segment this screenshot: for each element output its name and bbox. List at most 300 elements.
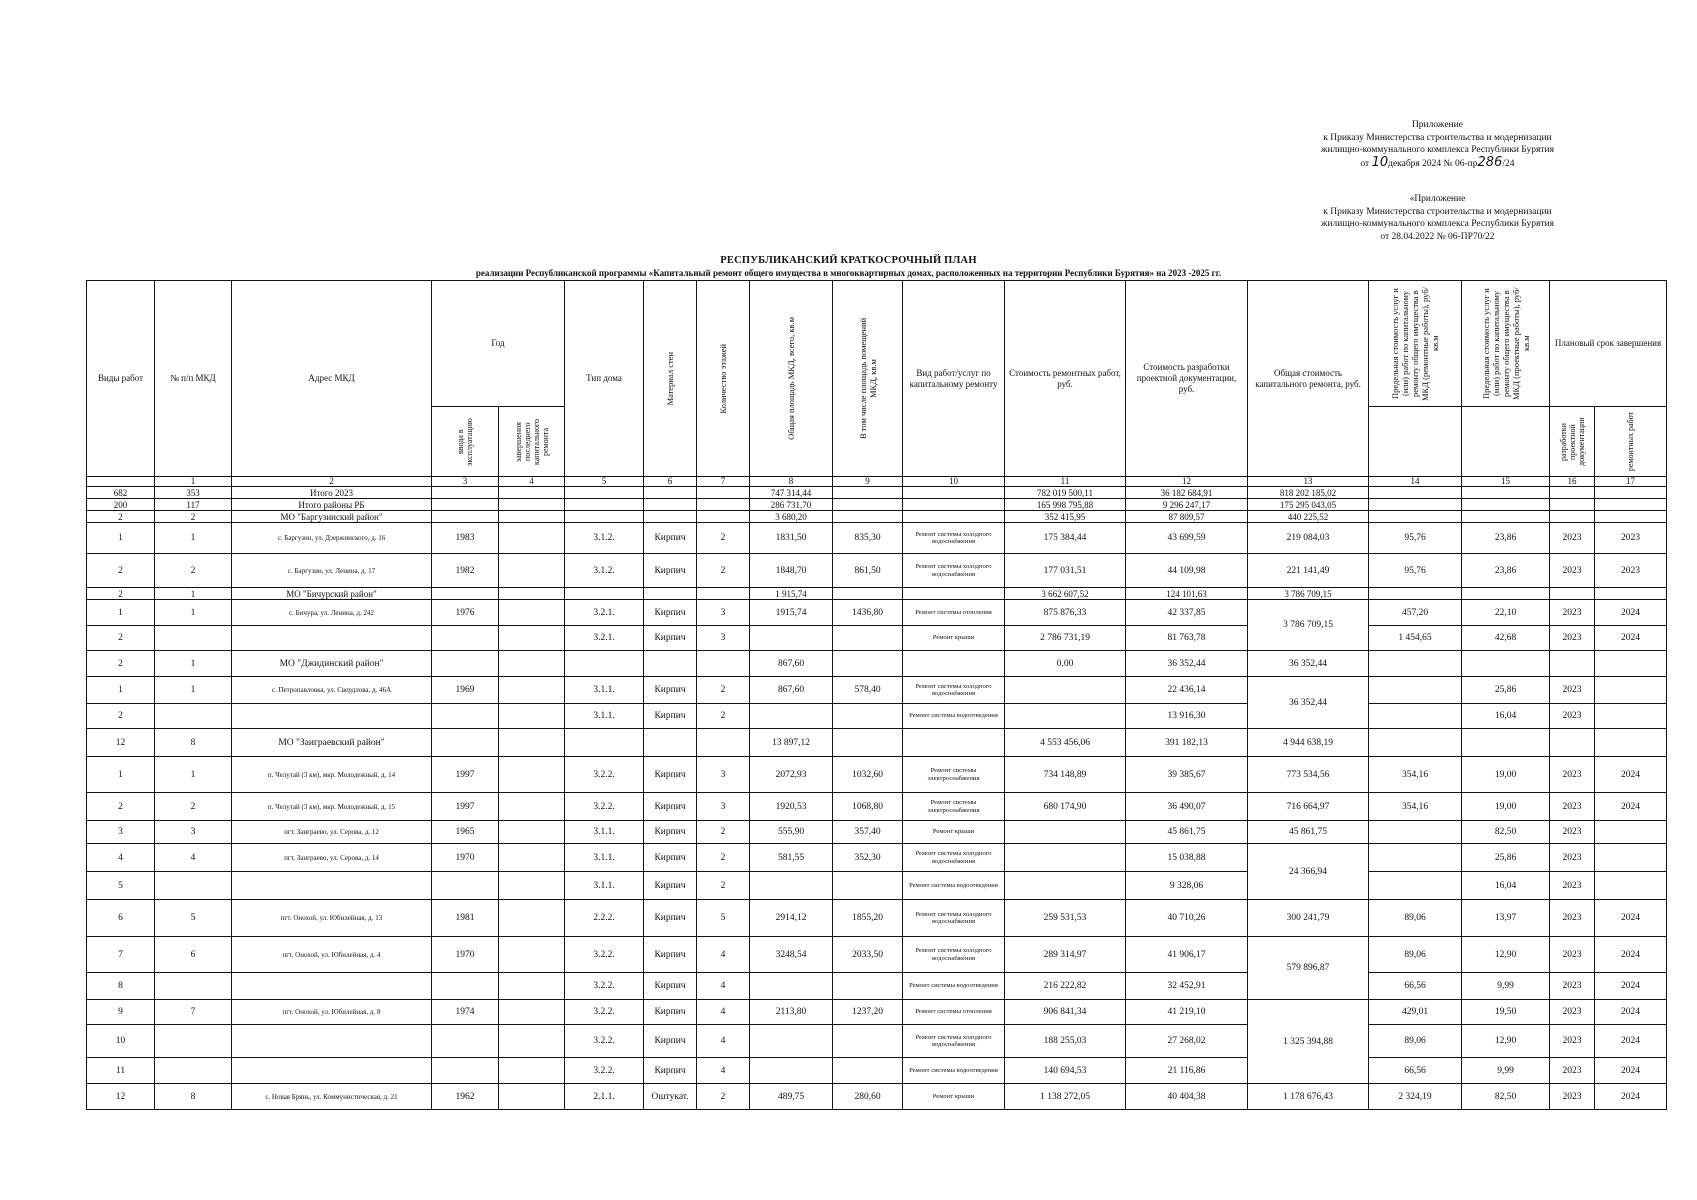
cell-wall-material: Кирпич [644, 1025, 697, 1058]
cell-design-cost: 81 763,78 [1126, 626, 1248, 651]
cell-mkd-no: 117 [155, 499, 232, 511]
cell-address: МО "Джидинский район" [232, 651, 432, 677]
cell-work-kind: Ремонт системы электроснабжения [903, 757, 1005, 793]
column-number: 8 [750, 477, 833, 487]
cell-work-kind: Ремонт крыши [903, 626, 1005, 651]
cell-total-area: 286 731,70 [750, 499, 833, 511]
cell-total-area [750, 973, 833, 1000]
cell-year-commissioning [432, 487, 499, 499]
table-row [87, 1025, 1667, 1058]
cell-total-cost: 219 084,03 [1248, 523, 1369, 554]
cell-wall-material: Кирпич [644, 600, 697, 626]
cell-deadline-repair [1595, 511, 1667, 523]
cell-year-last-repair [499, 677, 565, 704]
cell-design-cost: 22 436,14 [1126, 677, 1248, 704]
cell-deadline-repair: 2023 [1595, 523, 1667, 554]
cell-house-type [565, 487, 644, 499]
document-title: РЕСПУБЛИКАНСКИЙ КРАТКОСРОЧНЫЙ ПЛАН [720, 255, 977, 266]
cell-total-area: 555,90 [750, 821, 833, 844]
table-row [87, 677, 1667, 704]
cell-limit-repair [1369, 677, 1462, 704]
cell-premises-area [833, 1058, 903, 1084]
header-repair-cost: Стоимость ремонтных работ, руб. [1005, 281, 1126, 477]
cell-total-area: 867,60 [750, 677, 833, 704]
cell-mkd-no: 1 [155, 588, 232, 600]
cell-floors: 2 [697, 554, 750, 588]
cell-total-area [750, 1025, 833, 1058]
cell-deadline-repair [1595, 872, 1667, 900]
cell-total-area: 13 897,12 [750, 729, 833, 757]
cell-mkd-no: 8 [155, 1084, 232, 1110]
cell-repair-cost: 175 384,44 [1005, 523, 1126, 554]
cell-floors: 2 [697, 844, 750, 872]
cell-total-cost: 3 786 709,15 [1248, 588, 1369, 600]
cell-design-cost: 32 452,91 [1126, 973, 1248, 1000]
cell-floors [697, 729, 750, 757]
cell-premises-area: 1436,80 [833, 600, 903, 626]
cell-premises-area: 578,40 [833, 677, 903, 704]
cell-work-kind [903, 487, 1005, 499]
cell-total-cost: 36 352,44 [1248, 677, 1369, 729]
cell-total-cost: 440 225,52 [1248, 511, 1369, 523]
cell-mkd-no: 2 [155, 793, 232, 821]
cell-mkd-no [155, 973, 232, 1000]
cell-repair-cost [1005, 844, 1126, 872]
cell-house-type [565, 511, 644, 523]
cell-work-no: 12 [87, 729, 155, 757]
cell-mkd-no: 2 [155, 554, 232, 588]
cell-wall-material: Кирпич [644, 523, 697, 554]
cell-year-last-repair [499, 487, 565, 499]
cell-floors [697, 588, 750, 600]
appendix-header-current [1321, 119, 1554, 170]
cell-deadline-design: 2023 [1550, 554, 1595, 588]
cell-limit-repair: 1 454,65 [1369, 626, 1462, 651]
cell-wall-material [644, 511, 697, 523]
cell-repair-cost: 1 138 272,05 [1005, 1084, 1126, 1110]
table-row [87, 704, 1667, 729]
table-row [87, 600, 1667, 626]
cell-limit-design: 12,90 [1462, 1025, 1550, 1058]
cell-house-type [565, 729, 644, 757]
cell-year-last-repair [499, 937, 565, 973]
cell-work-kind: Ремонт системы водоотведения [903, 872, 1005, 900]
cell-mkd-no: 5 [155, 900, 232, 937]
table-row [87, 973, 1667, 1000]
cell-work-no: 12 [87, 1084, 155, 1110]
table-row [87, 523, 1667, 554]
cell-work-no: 1 [87, 757, 155, 793]
cell-total-area: 3248,54 [750, 937, 833, 973]
cell-limit-design [1462, 729, 1550, 757]
cell-limit-repair [1369, 704, 1462, 729]
cell-address [232, 872, 432, 900]
cell-wall-material: Кирпич [644, 1058, 697, 1084]
cell-deadline-repair: 2024 [1595, 626, 1667, 651]
cell-limit-design: 82,50 [1462, 821, 1550, 844]
cell-mkd-no: 4 [155, 844, 232, 872]
cell-limit-repair [1369, 651, 1462, 677]
cell-mkd-no [155, 704, 232, 729]
cell-design-cost: 9 328,06 [1126, 872, 1248, 900]
cell-wall-material [644, 729, 697, 757]
cell-wall-material: Кирпич [644, 937, 697, 973]
cell-work-kind [903, 511, 1005, 523]
cell-address: с. Баргузин, ул. Дзержинского, д. 16 [232, 523, 432, 554]
cell-design-cost: 40 710,26 [1126, 900, 1248, 937]
cell-work-no: 2 [87, 704, 155, 729]
cell-address: Итого 2023 [232, 487, 432, 499]
cell-total-cost: 221 141,49 [1248, 554, 1369, 588]
table-row [87, 554, 1667, 588]
cell-deadline-repair: 2024 [1595, 793, 1667, 821]
cell-deadline-design: 2023 [1550, 872, 1595, 900]
column-number: 3 [432, 477, 499, 487]
cell-floors: 3 [697, 793, 750, 821]
cell-year-commissioning: 1970 [432, 844, 499, 872]
cell-floors [697, 511, 750, 523]
cell-year-last-repair [499, 704, 565, 729]
cell-floors: 4 [697, 973, 750, 1000]
table-row [87, 900, 1667, 937]
cell-repair-cost: 352 415,95 [1005, 511, 1126, 523]
cell-work-kind [903, 588, 1005, 600]
cell-work-kind: Ремонт системы отопления [903, 1000, 1005, 1025]
cell-limit-design: 12,90 [1462, 937, 1550, 973]
handwritten-order-number: 286 [1477, 154, 1503, 170]
appendix-line: жилищно-коммунального комплекса Республики Бурятия [1320, 219, 1554, 229]
column-number [87, 477, 155, 487]
cell-limit-repair: 95,76 [1369, 523, 1462, 554]
cell-premises-area: 835,30 [833, 523, 903, 554]
cell-floors: 4 [697, 937, 750, 973]
cell-deadline-design [1550, 511, 1595, 523]
cell-house-type [565, 499, 644, 511]
cell-address [232, 1025, 432, 1058]
cell-deadline-design: 2023 [1550, 1025, 1595, 1058]
cell-total-area: 3 680,20 [750, 511, 833, 523]
cell-house-type: 3.1.1. [565, 872, 644, 900]
cell-deadline-design: 2023 [1550, 757, 1595, 793]
appendix-header-previous [1321, 193, 1554, 243]
header-year-last-repair: завершения последнего капитального ремонта [499, 407, 565, 477]
cell-premises-area: 2033,50 [833, 937, 903, 973]
cell-year-commissioning: 1974 [432, 1000, 499, 1025]
cell-house-type: 3.2.2. [565, 1025, 644, 1058]
cell-limit-design [1462, 651, 1550, 677]
cell-deadline-design: 2023 [1550, 937, 1595, 973]
cell-year-last-repair [499, 793, 565, 821]
cell-total-cost: 45 861,75 [1248, 821, 1369, 844]
table-row [87, 844, 1667, 872]
cell-limit-design: 19,00 [1462, 793, 1550, 821]
cell-limit-repair: 89,06 [1369, 1025, 1462, 1058]
header-floors: Количество этажей [697, 281, 750, 477]
cell-year-commissioning: 1997 [432, 757, 499, 793]
cell-deadline-repair [1595, 588, 1667, 600]
cell-repair-cost: 875 876,33 [1005, 600, 1126, 626]
cell-address [232, 973, 432, 1000]
cell-limit-design [1462, 499, 1550, 511]
cell-year-commissioning [432, 511, 499, 523]
cell-address: с. Петропавловка, ул. Свердлова, д. 46А [232, 677, 432, 704]
header-house-type: Тип дома [565, 281, 644, 477]
cell-repair-cost: 0,00 [1005, 651, 1126, 677]
cell-deadline-design [1550, 651, 1595, 677]
cell-year-commissioning: 1997 [432, 793, 499, 821]
document-subtitle: реализации Республиканской программы «Капитальный ремонт общего имущества в многоквартирных домах, расположенных на территории Республики Бурятия» на 2023 -2025 гг. [475, 268, 1222, 278]
cell-year-last-repair [499, 900, 565, 937]
cell-repair-cost [1005, 704, 1126, 729]
appendix-line: от 28.04.2022 № 06-ПР70/22 [1380, 231, 1495, 242]
table-row [87, 1000, 1667, 1025]
cell-wall-material: Кирпич [644, 872, 697, 900]
table-row [87, 1084, 1667, 1110]
cell-total-area: 1848,70 [750, 554, 833, 588]
cell-deadline-design: 2023 [1550, 973, 1595, 1000]
cell-work-kind: Ремонт системы водоотведения [903, 973, 1005, 1000]
cell-premises-area [833, 973, 903, 1000]
cell-premises-area [833, 729, 903, 757]
cell-limit-design: 42,68 [1462, 626, 1550, 651]
cell-floors [697, 499, 750, 511]
cell-work-kind: Ремонт системы водоотведения [903, 1058, 1005, 1084]
cell-year-last-repair [499, 588, 565, 600]
column-number: 1 [155, 477, 232, 487]
cell-total-cost: 579 896,87 [1248, 937, 1369, 1000]
cell-design-cost: 41 219,10 [1126, 1000, 1248, 1025]
cell-house-type: 3.2.1. [565, 626, 644, 651]
cell-address: пгт. Заиграево, ул. Серова, д. 14 [232, 844, 432, 872]
cell-limit-design: 16,04 [1462, 704, 1550, 729]
cell-repair-cost: 906 841,34 [1005, 1000, 1126, 1025]
cell-total-area: 2914,12 [750, 900, 833, 937]
cell-house-type: 3.2.2. [565, 1000, 644, 1025]
cell-house-type: 3.1.1. [565, 704, 644, 729]
cell-mkd-no: 1 [155, 600, 232, 626]
cell-limit-design: 23,86 [1462, 523, 1550, 554]
cell-premises-area: 1237,20 [833, 1000, 903, 1025]
cell-limit-design: 23,86 [1462, 554, 1550, 588]
cell-deadline-design [1550, 499, 1595, 511]
cell-work-no: 2 [87, 626, 155, 651]
cell-year-commissioning: 1982 [432, 554, 499, 588]
cell-mkd-no: 1 [155, 651, 232, 677]
cell-design-cost: 15 038,88 [1126, 844, 1248, 872]
cell-limit-design: 9,99 [1462, 1058, 1550, 1084]
cell-design-cost: 45 861,75 [1126, 821, 1248, 844]
cell-premises-area: 861,50 [833, 554, 903, 588]
total-row [87, 511, 1667, 523]
cell-deadline-design [1550, 588, 1595, 600]
cell-work-kind: Ремонт крыши [903, 821, 1005, 844]
cell-work-no: 7 [87, 937, 155, 973]
cell-premises-area [833, 487, 903, 499]
header-deadline: Плановый срок завершения [1550, 281, 1667, 407]
cell-floors: 3 [697, 600, 750, 626]
cell-work-kind: Ремонт системы холодного водоснабжения [903, 677, 1005, 704]
cell-total-cost: 300 241,79 [1248, 900, 1369, 937]
cell-year-commissioning: 1981 [432, 900, 499, 937]
appendix-line: жилищно-коммунального комплекса Республики Бурятия [1320, 145, 1554, 155]
table-row [87, 1058, 1667, 1084]
cell-year-last-repair [499, 554, 565, 588]
cell-work-kind: Ремонт системы отопления [903, 600, 1005, 626]
column-number: 4 [499, 477, 565, 487]
cell-work-kind: Ремонт системы холодного водоснабжения [903, 554, 1005, 588]
cell-wall-material: Кирпич [644, 844, 697, 872]
cell-address: п. Челутай (3 км), мкр. Молодежный, д. 14 [232, 757, 432, 793]
cell-work-no: 6 [87, 900, 155, 937]
cell-total-area [750, 872, 833, 900]
cell-address: с. Бичура, ул. Ленина, д. 242 [232, 600, 432, 626]
cell-limit-design: 19,00 [1462, 757, 1550, 793]
cell-repair-cost: 680 174,90 [1005, 793, 1126, 821]
cell-limit-repair [1369, 729, 1462, 757]
cell-design-cost: 124 101,63 [1126, 588, 1248, 600]
cell-limit-design: 9,99 [1462, 973, 1550, 1000]
cell-floors: 5 [697, 900, 750, 937]
cell-address: пгт. Заиграево, ул. Серова, д. 12 [232, 821, 432, 844]
cell-design-cost: 44 109,98 [1126, 554, 1248, 588]
cell-design-cost: 36 352,44 [1126, 651, 1248, 677]
column-number: 5 [565, 477, 644, 487]
cell-premises-area [833, 588, 903, 600]
header-total-area: Общая площадь МКД, всего, кв.м [750, 281, 833, 477]
cell-premises-area [833, 872, 903, 900]
cell-total-cost: 3 786 709,15 [1248, 600, 1369, 651]
cell-design-cost: 36 490,07 [1126, 793, 1248, 821]
plan-table [86, 280, 1667, 1110]
cell-total-area: 1 915,74 [750, 588, 833, 600]
cell-year-last-repair [499, 844, 565, 872]
cell-mkd-no: 353 [155, 487, 232, 499]
cell-year-commissioning: 1976 [432, 600, 499, 626]
cell-deadline-repair [1595, 844, 1667, 872]
cell-total-area [750, 704, 833, 729]
cell-address: с. Новая Брянь, ул. Коммунистическая, д. 21 [232, 1084, 432, 1110]
cell-limit-design: 82,50 [1462, 1084, 1550, 1110]
cell-deadline-repair [1595, 729, 1667, 757]
header-wall-material: Материал стен [644, 281, 697, 477]
cell-house-type [565, 588, 644, 600]
header-total-cost: Общая стоимость капитального ремонта, руб. [1248, 281, 1369, 477]
cell-deadline-design: 2023 [1550, 626, 1595, 651]
cell-floors: 2 [697, 872, 750, 900]
cell-design-cost: 391 182,13 [1126, 729, 1248, 757]
cell-deadline-design: 2023 [1550, 523, 1595, 554]
cell-house-type: 3.1.2. [565, 554, 644, 588]
cell-repair-cost [1005, 872, 1126, 900]
cell-design-cost: 42 337,85 [1126, 600, 1248, 626]
header-deadline-repair: ремонтных работ [1595, 407, 1667, 477]
cell-work-no: 5 [87, 872, 155, 900]
cell-limit-repair [1369, 872, 1462, 900]
cell-work-no: 2 [87, 651, 155, 677]
header-work-kind: Вид работ/услуг по капитальному ремонту [903, 281, 1005, 477]
cell-premises-area [833, 511, 903, 523]
cell-address: МО "Заиграевский район" [232, 729, 432, 757]
cell-total-cost: 36 352,44 [1248, 651, 1369, 677]
cell-deadline-repair: 2024 [1595, 973, 1667, 1000]
cell-mkd-no: 2 [155, 511, 232, 523]
cell-premises-area [833, 626, 903, 651]
cell-repair-cost: 4 553 456,06 [1005, 729, 1126, 757]
cell-deadline-design: 2023 [1550, 821, 1595, 844]
cell-repair-cost [1005, 677, 1126, 704]
cell-limit-design: 22,10 [1462, 600, 1550, 626]
cell-deadline-repair: 2024 [1595, 1000, 1667, 1025]
cell-total-area: 581,55 [750, 844, 833, 872]
cell-floors: 2 [697, 523, 750, 554]
handwritten-day: 10 [1371, 154, 1389, 170]
cell-deadline-design [1550, 729, 1595, 757]
cell-deadline-repair [1595, 651, 1667, 677]
cell-mkd-no: 7 [155, 1000, 232, 1025]
cell-deadline-repair [1595, 499, 1667, 511]
header-deadline-design: разработки проектной документации [1550, 407, 1595, 477]
cell-deadline-design: 2023 [1550, 1084, 1595, 1110]
cell-year-commissioning [432, 1025, 499, 1058]
cell-total-area: 867,60 [750, 651, 833, 677]
cell-deadline-repair [1595, 821, 1667, 844]
table-row [87, 757, 1667, 793]
cell-work-kind: Ремонт системы электроснабжения [903, 793, 1005, 821]
table-row [87, 821, 1667, 844]
cell-floors: 3 [697, 757, 750, 793]
cell-floors: 2 [697, 821, 750, 844]
total-row [87, 487, 1667, 499]
cell-design-cost: 39 385,67 [1126, 757, 1248, 793]
cell-deadline-design: 2023 [1550, 1058, 1595, 1084]
cell-year-last-repair [499, 511, 565, 523]
cell-limit-repair: 457,20 [1369, 600, 1462, 626]
cell-limit-design: 25,86 [1462, 677, 1550, 704]
cell-work-no: 4 [87, 844, 155, 872]
cell-work-no: 10 [87, 1025, 155, 1058]
cell-year-commissioning [432, 872, 499, 900]
cell-year-commissioning: 1970 [432, 937, 499, 973]
cell-total-area [750, 1058, 833, 1084]
column-number-row [87, 477, 1667, 487]
table-row [87, 872, 1667, 900]
cell-mkd-no: 1 [155, 523, 232, 554]
cell-premises-area [833, 651, 903, 677]
cell-floors: 2 [697, 1084, 750, 1110]
cell-house-type: 3.2.2. [565, 757, 644, 793]
cell-mkd-no: 6 [155, 937, 232, 973]
cell-year-last-repair [499, 973, 565, 1000]
cell-work-kind: Ремонт системы водоотведения [903, 704, 1005, 729]
cell-year-last-repair [499, 1000, 565, 1025]
cell-deadline-design: 2023 [1550, 600, 1595, 626]
cell-year-commissioning [432, 704, 499, 729]
cell-wall-material [644, 588, 697, 600]
column-number: 16 [1550, 477, 1595, 487]
table-row [87, 937, 1667, 973]
column-number: 12 [1126, 477, 1248, 487]
cell-repair-cost: 3 662 607,52 [1005, 588, 1126, 600]
cell-limit-repair [1369, 588, 1462, 600]
cell-limit-repair [1369, 487, 1462, 499]
cell-floors: 4 [697, 1000, 750, 1025]
column-number: 17 [1595, 477, 1667, 487]
column-number: 10 [903, 477, 1005, 487]
cell-total-cost: 4 944 638,19 [1248, 729, 1369, 757]
cell-mkd-no: 3 [155, 821, 232, 844]
cell-year-commissioning [432, 499, 499, 511]
cell-design-cost: 43 699,59 [1126, 523, 1248, 554]
